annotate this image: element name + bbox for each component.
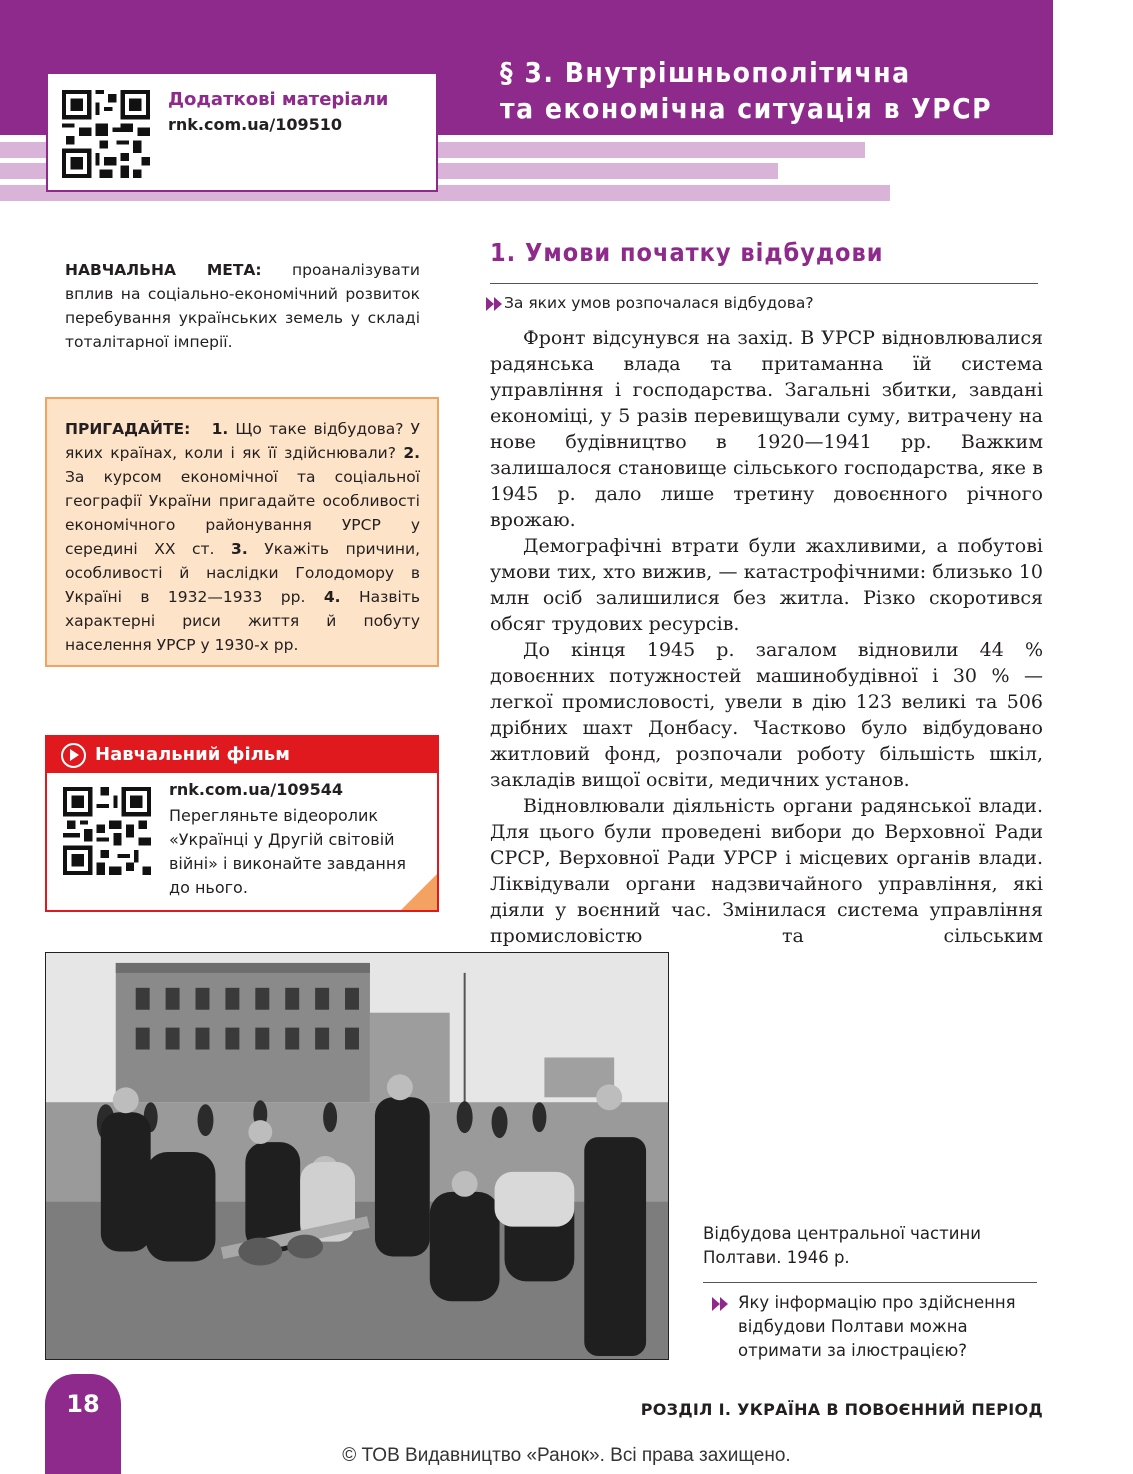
goal-label: НАВЧАЛЬНА МЕТА: bbox=[65, 261, 262, 279]
remember-item-text: Укажіть причини, особливості й наслідки Голодомору в Україні в 1932—1933 рр. bbox=[65, 540, 420, 606]
remember-item-num: 4. bbox=[323, 588, 341, 606]
remember-item-num: 3. bbox=[231, 540, 248, 558]
caption-rule bbox=[703, 1282, 1037, 1283]
goal-text: проаналізувати вплив на соціально-економічний розвиток перебування українських земель у складі тоталітарної імперії. bbox=[65, 261, 420, 351]
paragraph: Фронт відсунувся на захід. В УРСР відновлювалися радянська влада та притаманна їй система управління і господарства. Загальні збитки, завдані економіці, у 5 разів перевищували суму, витрачену на нове будівництво в 1920—1941 рр. Важким залишалося становище сільського господарства, яке в 1945 р. дало лише третину довоєнного річного врожаю. bbox=[490, 327, 1043, 531]
corner-decoration bbox=[401, 874, 437, 910]
paragraph: До кінця 1945 р. загалом відновили 44 % довоєнних потужностей машинобудівної і 30 % — легкої промисловості, увели в дію 123 великі та 506 дрібних шахт Донбасу. Частково було відбудовано житловий фонд, розпочали роботу більшість шкіл, закладів вищої освіти, медичних установ. bbox=[490, 639, 1043, 791]
paragraph: Відновлювали діяльність органи радянської влади. Для цього були проведені вибори до Верховної Ради СРСР, Верховної Ради УРСР і місцевих органів влади. Ліквідували органи надзвичайного управління, які діяли у воєнний час. Змінилася система управління промисловістю та сільським bbox=[490, 795, 1043, 947]
educational-film-box[interactable] bbox=[45, 735, 439, 912]
page-number: 18 bbox=[45, 1374, 121, 1474]
heading-rule bbox=[490, 283, 1038, 284]
additional-materials-box[interactable] bbox=[46, 72, 438, 192]
materials-link[interactable]: rnk.com.ua/109510 bbox=[168, 115, 343, 134]
photo-caption: Відбудова центральної частини Полтави. 1946 р. bbox=[703, 1224, 981, 1267]
photo-question: Яку інформацію про здійснення відбудови Полтави можна отримати за ілюстрацією? bbox=[738, 1293, 1016, 1360]
film-header bbox=[47, 737, 437, 773]
remember-item-text: Що таке відбудова? У яких країнах, коли і як її здійснювали? bbox=[65, 420, 421, 462]
materials-title: Додаткові матеріали bbox=[168, 89, 389, 110]
film-title: Навчальний фільм bbox=[95, 744, 290, 765]
remember-item-num: 1. bbox=[211, 420, 229, 438]
film-description: Перегляньте відеоролик «Українці у Другій світовій війні» і виконайте завдання до нього. bbox=[169, 806, 406, 897]
qr-code-icon[interactable] bbox=[63, 787, 151, 875]
remember-item-num: 2. bbox=[403, 444, 420, 462]
section-heading: 1. Умови початку відбудови bbox=[490, 238, 884, 267]
remember-box bbox=[45, 397, 439, 667]
play-icon[interactable] bbox=[61, 743, 86, 768]
copyright-notice: © ТОВ Видавництво «Ранок». Всі права захищено. bbox=[342, 1445, 791, 1466]
section-title bbox=[500, 55, 992, 127]
double-arrow-icon bbox=[712, 1297, 730, 1311]
film-link[interactable]: rnk.com.ua/109544 bbox=[169, 780, 344, 799]
section-title-line-1: § 3. Внутрішньополітична bbox=[500, 56, 911, 89]
remember-item-text: Назвіть характерні риси життя й побуту населення УРСР у 1930-х рр. bbox=[65, 588, 421, 654]
section-title-line-2: та економічна ситуація в УРСР bbox=[500, 92, 993, 125]
qr-code-icon[interactable] bbox=[62, 90, 150, 178]
remember-label: ПРИГАДАЙТЕ: bbox=[65, 420, 191, 438]
learning-goal bbox=[65, 258, 420, 354]
remember-item-text: За курсом економічної та соціальної географії України пригадайте особливості економічного районування УРСР у середині XX ст. bbox=[65, 468, 420, 558]
double-arrow-icon bbox=[486, 297, 504, 311]
paragraph: Демографічні втрати були жахливими, а побутові умови тих, хто вижив, — катастрофічними: близько 10 млн осіб залишилися без житла. Різко скоротився обсяг трудових ресурсів. bbox=[490, 535, 1043, 635]
chapter-title: РОЗДІЛ І. УКРАЇНА В ПОВОЄННИЙ ПЕРІОД bbox=[640, 1400, 1043, 1419]
section-question: За яких умов розпочалася відбудова? bbox=[504, 294, 814, 312]
historical-photo bbox=[45, 952, 669, 1360]
body-text bbox=[490, 325, 1043, 949]
